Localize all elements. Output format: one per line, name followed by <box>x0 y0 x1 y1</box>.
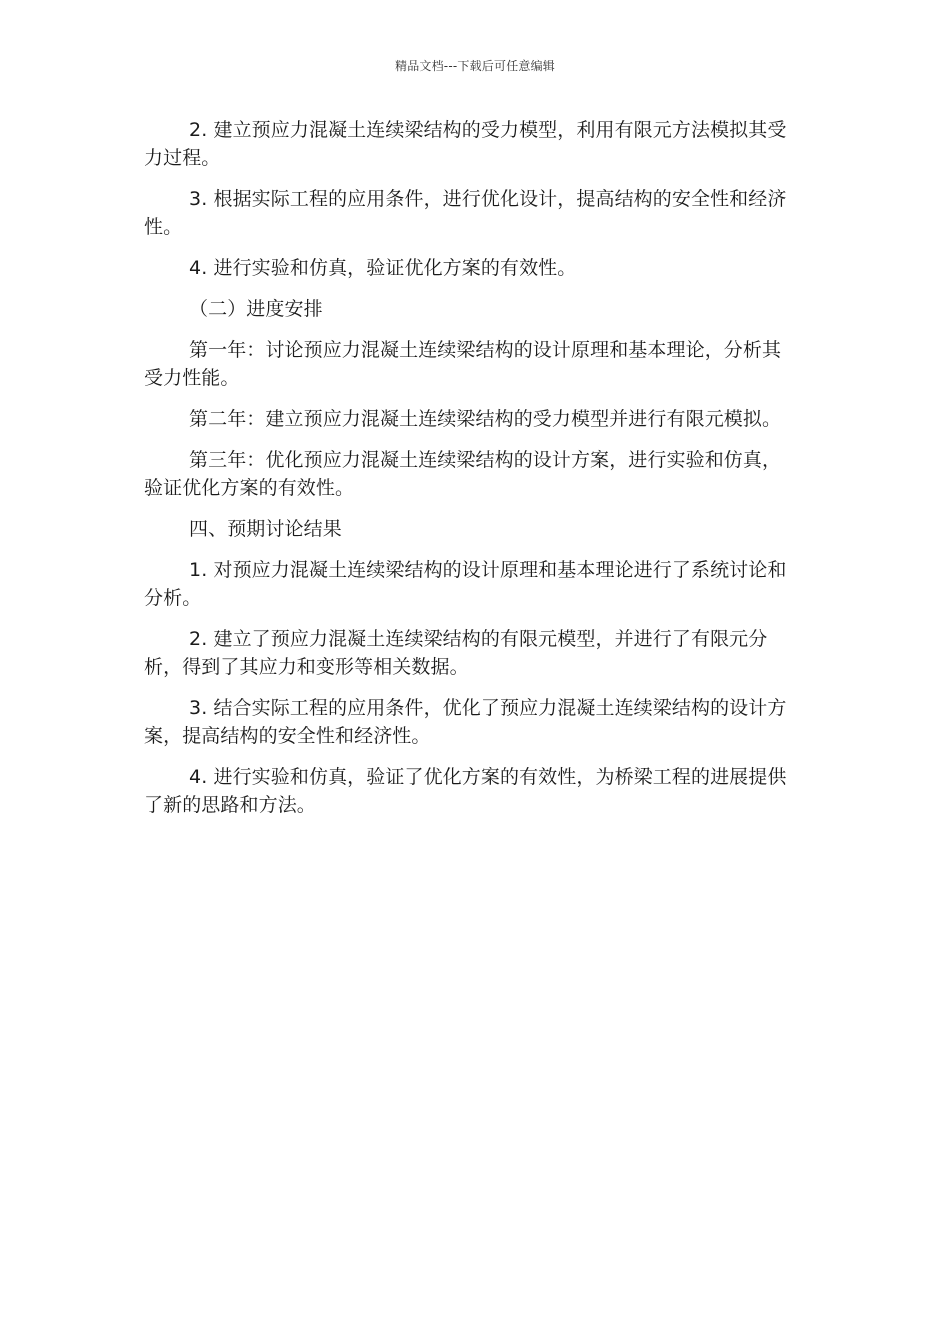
paragraph-result-1: 1. 对预应力混凝土连续梁结构的设计原理和基本理论进行了系统讨论和分析。 <box>144 559 787 609</box>
paragraph-method-4: 4. 进行实验和仿真，验证优化方案的有效性。 <box>189 257 577 279</box>
section-heading-schedule: （二）进度安排 <box>189 298 323 320</box>
paragraph-year-3: 第三年：优化预应力混凝土连续梁结构的设计方案，进行实验和仿真，验证优化方案的有效性。 <box>144 449 782 499</box>
page-header: 精品文档---下载后可任意编辑 <box>395 59 555 73</box>
document-body <box>144 116 798 832</box>
paragraph-result-2: 2. 建立了预应力混凝土连续梁结构的有限元模型，并进行了有限元分析，得到了其应力和变形等相关数据。 <box>144 628 768 678</box>
section-heading-expected-results: 四、预期讨论结果 <box>189 518 342 540</box>
paragraph-result-4: 4. 进行实验和仿真，验证了优化方案的有效性，为桥梁工程的进展提供了新的思路和方法。 <box>144 766 787 816</box>
paragraph-year-1: 第一年：讨论预应力混凝土连续梁结构的设计原理和基本理论，分析其受力性能。 <box>144 339 782 389</box>
paragraph-result-3: 3. 结合实际工程的应用条件，优化了预应力混凝土连续梁结构的设计方案，提高结构的安全性和经济性。 <box>144 697 787 747</box>
paragraph-year-2: 第二年：建立预应力混凝土连续梁结构的受力模型并进行有限元模拟。 <box>189 408 782 430</box>
paragraph-method-2: 2. 建立预应力混凝土连续梁结构的受力模型，利用有限元方法模拟其受力过程。 <box>144 119 787 169</box>
paragraph-method-3: 3. 根据实际工程的应用条件，进行优化设计，提高结构的安全性和经济性。 <box>144 188 787 238</box>
